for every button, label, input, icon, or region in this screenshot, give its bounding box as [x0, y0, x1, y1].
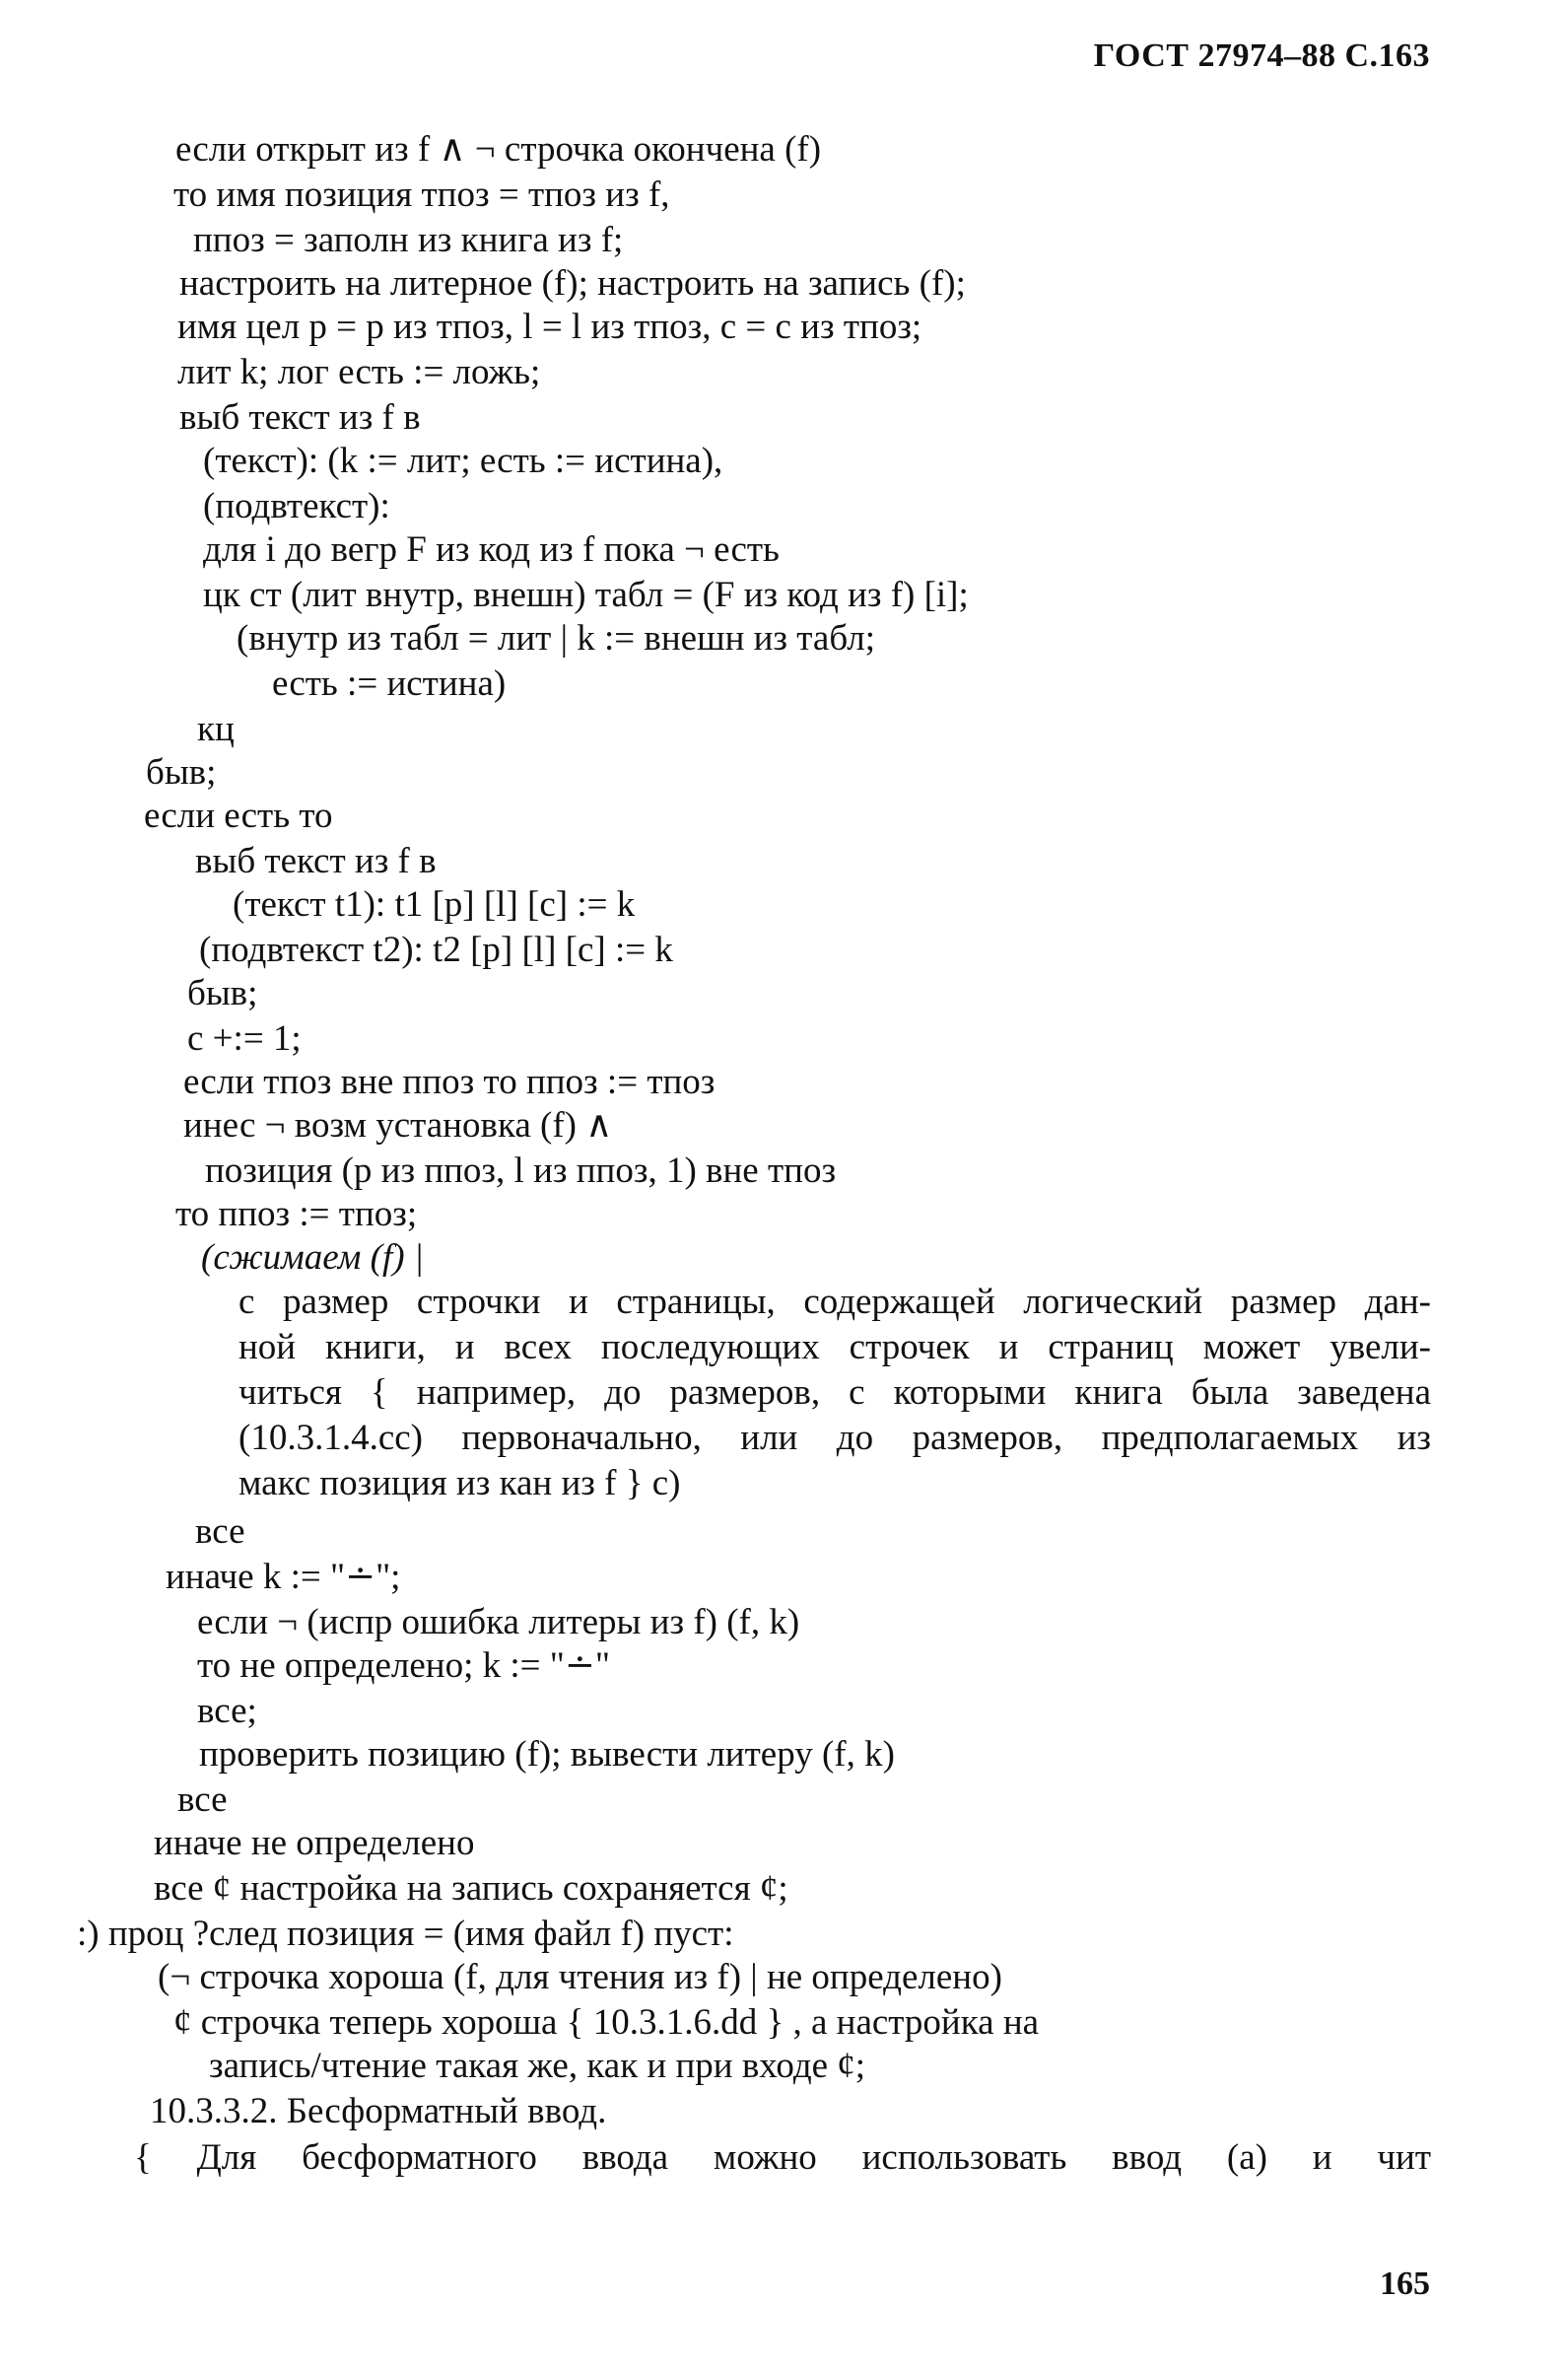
code-line: быв; — [146, 752, 217, 793]
code-line: все ¢ настройка на запись сохраняется ¢; — [154, 1868, 788, 1909]
code-line: имя цел p = p из тпоз, l = l из тпоз, c = c из тпоз; — [177, 307, 922, 347]
code-line: (сжимаем (f) | — [201, 1237, 424, 1278]
code-line: (текст): (k := лит; есть := истина), — [203, 441, 723, 481]
code-line: (внутр из табл = лит | k := внешн из табл; — [237, 618, 875, 659]
comment-line: с размер строчки и страницы, содержащей логический размер дан- — [239, 1282, 1431, 1322]
code-line: иначе k := "∸"; — [166, 1557, 401, 1597]
code-line: если тпоз вне ппоз то ппоз := тпоз — [183, 1062, 716, 1102]
code-line: настроить на литерное (f); настроить на запись (f); — [179, 263, 966, 304]
body-line: { Для бесформатного ввода можно использовать ввод (а) и чит — [134, 2137, 1431, 2178]
code-line: (¬ строчка хороша (f, для чтения из f) | не определено) — [158, 1957, 1002, 1997]
code-line: запись/чтение такая же, как и при входе ¢; — [209, 2046, 866, 2086]
code-line: все; — [197, 1691, 257, 1731]
code-line: проверить позицию (f); вывести литеру (f, k) — [199, 1734, 895, 1775]
code-line: c +:= 1; — [187, 1018, 302, 1059]
code-line: все — [177, 1779, 228, 1820]
code-line: лит k; лог есть := ложь; — [177, 352, 541, 392]
code-line: то ппоз := тпоз; — [175, 1194, 418, 1234]
code-line: если есть то — [144, 796, 333, 836]
code-line: если ¬ (испр ошибка литеры из f) (f, k) — [197, 1602, 800, 1642]
code-line: если открыт из f ∧ ¬ строчка окончена (f) — [175, 129, 822, 170]
code-line: ппоз = заполн из книга из f; — [193, 220, 624, 260]
comment-line: читься { например, до размеров, с которыми книга была заведена — [239, 1372, 1431, 1413]
body-paragraph — [134, 2135, 1431, 2181]
comment-line: (10.3.1.4.cc) первоначально, или до размеров, предполагаемых из — [239, 1418, 1431, 1458]
code-line: (текст t1): t1 [p] [l] [c] := k — [233, 884, 636, 925]
code-line: быв; — [187, 973, 258, 1013]
code-line: (подвтекст): — [203, 486, 390, 526]
code-line: ¢ строчка теперь хороша { 10.3.1.6.dd } , а настройка на — [173, 2002, 1040, 2043]
comment-line: ной книги, и всех последующих строчек и страниц может увели- — [239, 1327, 1431, 1367]
code-line: то не определено; k := "∸" — [197, 1645, 610, 1686]
code-line: инес ¬ возм установка (f) ∧ — [183, 1105, 613, 1146]
code-line: позиция (p из ппоз, l из ппоз, 1) вне тпоз — [205, 1150, 837, 1191]
comment-paragraph — [239, 1280, 1431, 1506]
page-header: ГОСТ 27974–88 С.163 — [1093, 37, 1430, 74]
code-line: кц — [197, 709, 235, 749]
code-line: все — [195, 1511, 245, 1552]
code-line: есть := истина) — [272, 663, 507, 704]
code-line: иначе не определено — [154, 1823, 475, 1863]
section-heading: 10.3.3.2. Бесформатный ввод. — [150, 2091, 607, 2131]
code-line: выб текст из f в — [195, 841, 437, 881]
comment-line: макс позиция из кан из f } с) — [239, 1463, 681, 1503]
code-line: цк ст (лит внутр, внешн) табл = (F из код из f) [i]; — [203, 575, 969, 615]
code-line: (подвтекст t2): t2 [p] [l] [c] := k — [199, 930, 673, 970]
code-line: выб текст из f в — [179, 397, 421, 438]
code-line: :) проц ?след позиция = (имя файл f) пуст: — [77, 1914, 734, 1954]
code-line: для i до вегр F из код из f пока ¬ есть — [203, 529, 780, 570]
page-number: 165 — [1380, 2265, 1430, 2302]
code-line: то имя позиция тпоз = тпоз из f, — [173, 174, 670, 215]
